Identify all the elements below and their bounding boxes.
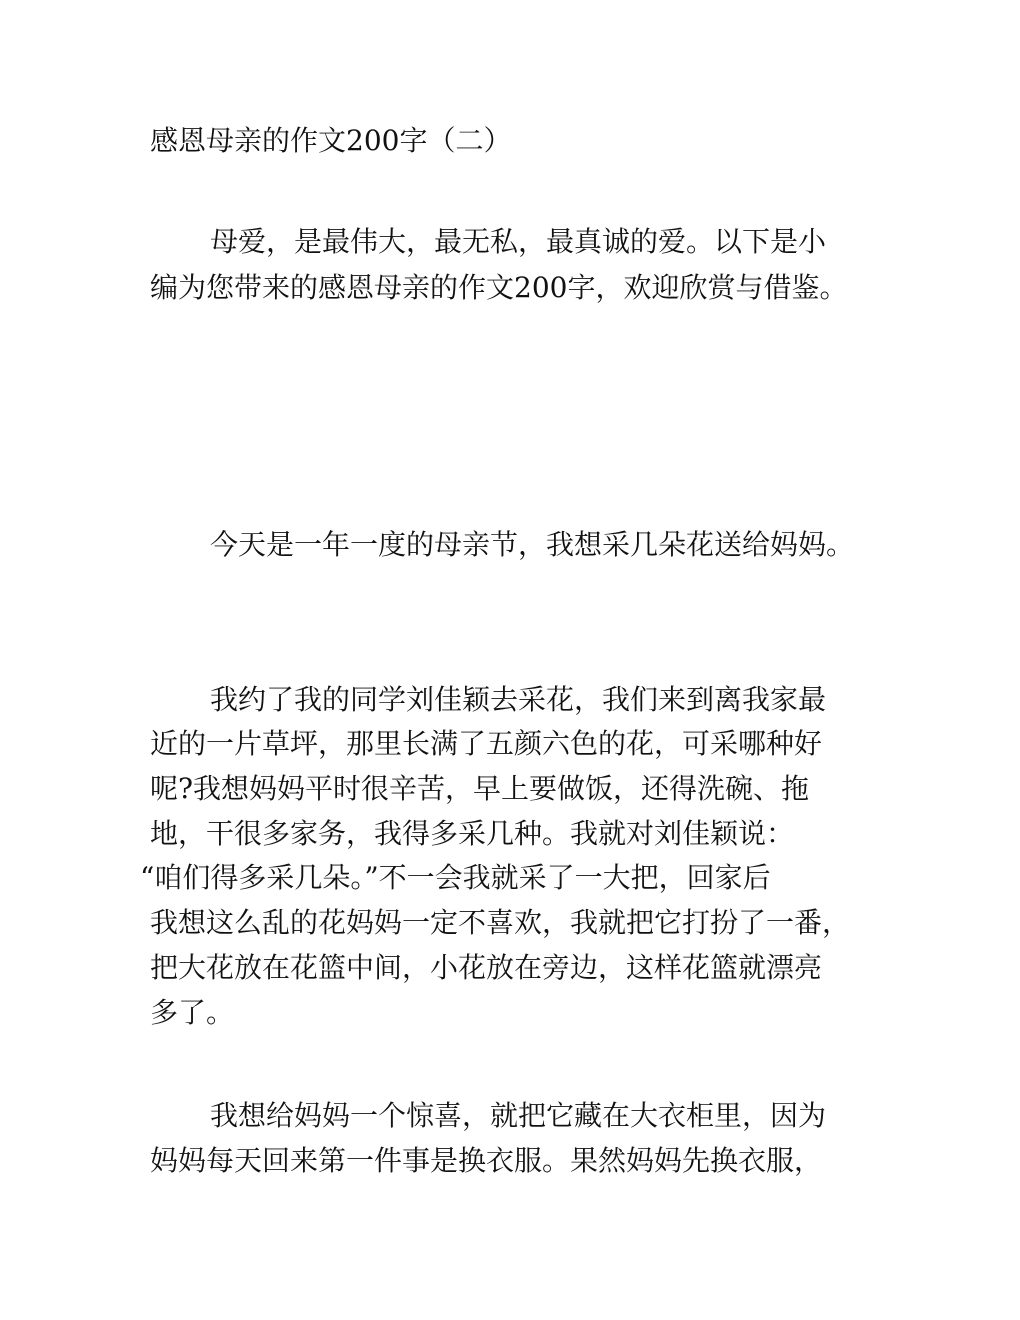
text-line: 编为您带来的感恩母亲的作文200字，欢迎欣赏与借鉴。: [150, 271, 848, 304]
text-line: “咱们得多采几朵。”不一会我就采了一大把，回家后: [140, 861, 771, 894]
text-line: 今天是一年一度的母亲节，我想采几朵花送给妈妈。: [210, 528, 855, 561]
text-line: 我想给妈妈一个惊喜，就把它藏在大衣柜里，因为: [210, 1099, 827, 1132]
text-line: 地，干很多家务，我得多采几种。我就对刘佳颖说：: [150, 817, 795, 850]
document-title: 感恩母亲的作文200字（二）: [150, 124, 512, 157]
text-line: 呢?我想妈妈平时很辛苦，早上要做饭，还得洗碗、拖: [150, 772, 810, 805]
text-line: 我想这么乱的花妈妈一定不喜欢，我就把它打扮了一番，: [150, 906, 851, 939]
text-line: 把大花放在花篮中间，小花放在旁边，这样花篮就漂亮: [150, 951, 823, 984]
text-line: 妈妈每天回来第一件事是换衣服。果然妈妈先换衣服，: [150, 1144, 823, 1177]
text-line: 多了。: [150, 996, 235, 1029]
text-line: 我约了我的同学刘佳颖去采花，我们来到离我家最: [210, 683, 827, 716]
text-line: 近的一片草坪，那里长满了五颜六色的花，可采哪种好: [150, 727, 823, 760]
text-line: 母爱，是最伟大，最无私，最真诚的爱。以下是小: [210, 225, 827, 258]
